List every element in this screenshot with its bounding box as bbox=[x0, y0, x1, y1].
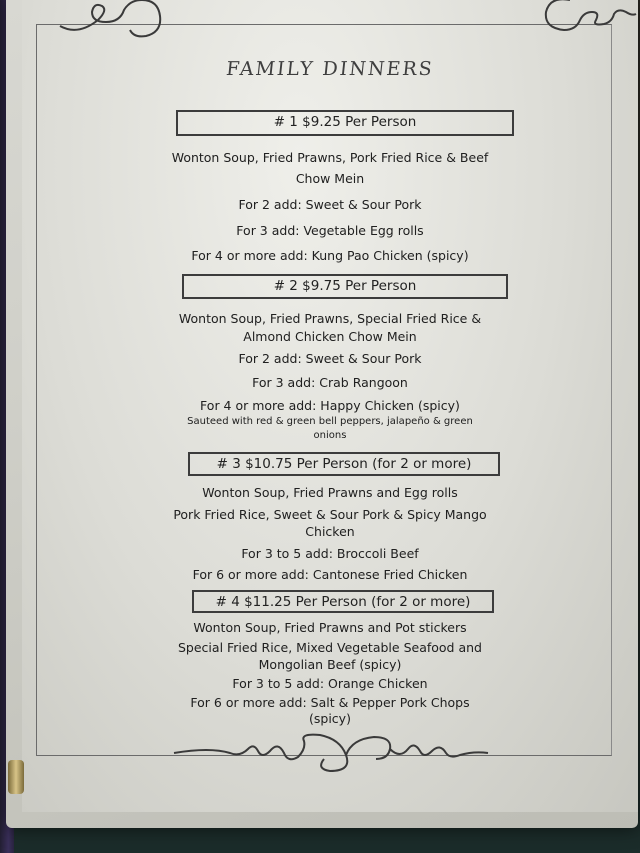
section-2-line: For 3 add: Crab Rangoon bbox=[252, 375, 408, 390]
section-1-header: # 1 $9.25 Per Person bbox=[176, 110, 514, 136]
section-2-line: Wonton Soup, Fried Prawns, Special Fried Rice & bbox=[178, 311, 482, 326]
section-4-line: For 3 to 5 add: Orange Chicken bbox=[232, 676, 428, 691]
section-3-line: Pork Fried Rice, Sweet & Sour Pork & Spicy Mango bbox=[173, 507, 487, 522]
section-4-line: Special Fried Rice, Mixed Vegetable Seafood and bbox=[178, 640, 482, 655]
section-2-note: onions bbox=[313, 430, 347, 441]
section-3-header: # 3 $10.75 Per Person (for 2 or more) bbox=[188, 452, 500, 476]
menu-sleeve bbox=[6, 0, 638, 828]
section-2-line: Almond Chicken Chow Mein bbox=[243, 329, 417, 344]
section-3-line: Wonton Soup, Fried Prawns and Egg rolls bbox=[202, 485, 458, 500]
section-1-line: For 3 add: Vegetable Egg rolls bbox=[236, 223, 424, 238]
menu-page bbox=[22, 0, 638, 812]
bottom-swirl-ornament bbox=[170, 729, 490, 777]
menu-title: FAMILY DINNERS bbox=[225, 58, 435, 80]
section-4-line: (spicy) bbox=[309, 711, 351, 726]
section-1-line: For 2 add: Sweet & Sour Pork bbox=[238, 197, 422, 212]
section-2-line: For 4 or more add: Happy Chicken (spicy) bbox=[200, 398, 460, 413]
top-right-swirl-ornament bbox=[530, 0, 638, 38]
section-3-line: Chicken bbox=[305, 524, 355, 539]
section-4-line: Wonton Soup, Fried Prawns and Pot stickers bbox=[193, 620, 467, 635]
section-3-line: For 6 or more add: Cantonese Fried Chicken bbox=[192, 567, 468, 582]
section-1-line: For 4 or more add: Kung Pao Chicken (spicy) bbox=[191, 248, 469, 263]
section-4-header: # 4 $11.25 Per Person (for 2 or more) bbox=[192, 590, 494, 613]
top-left-swirl-ornament bbox=[58, 0, 168, 40]
section-1-line: Wonton Soup, Fried Prawns, Pork Fried Rice & Beef bbox=[171, 150, 489, 165]
binder-ring bbox=[8, 760, 24, 794]
section-4-line: For 6 or more add: Salt & Pepper Pork Chops bbox=[190, 695, 470, 710]
section-4-line: Mongolian Beef (spicy) bbox=[258, 657, 402, 672]
section-3-line: For 3 to 5 add: Broccoli Beef bbox=[241, 546, 419, 561]
section-1-line: Chow Mein bbox=[295, 171, 365, 186]
section-2-header: # 2 $9.75 Per Person bbox=[182, 274, 508, 299]
section-2-line: For 2 add: Sweet & Sour Pork bbox=[238, 351, 422, 366]
section-2-note: Sauteed with red & green bell peppers, jalapeño & green bbox=[187, 416, 473, 427]
